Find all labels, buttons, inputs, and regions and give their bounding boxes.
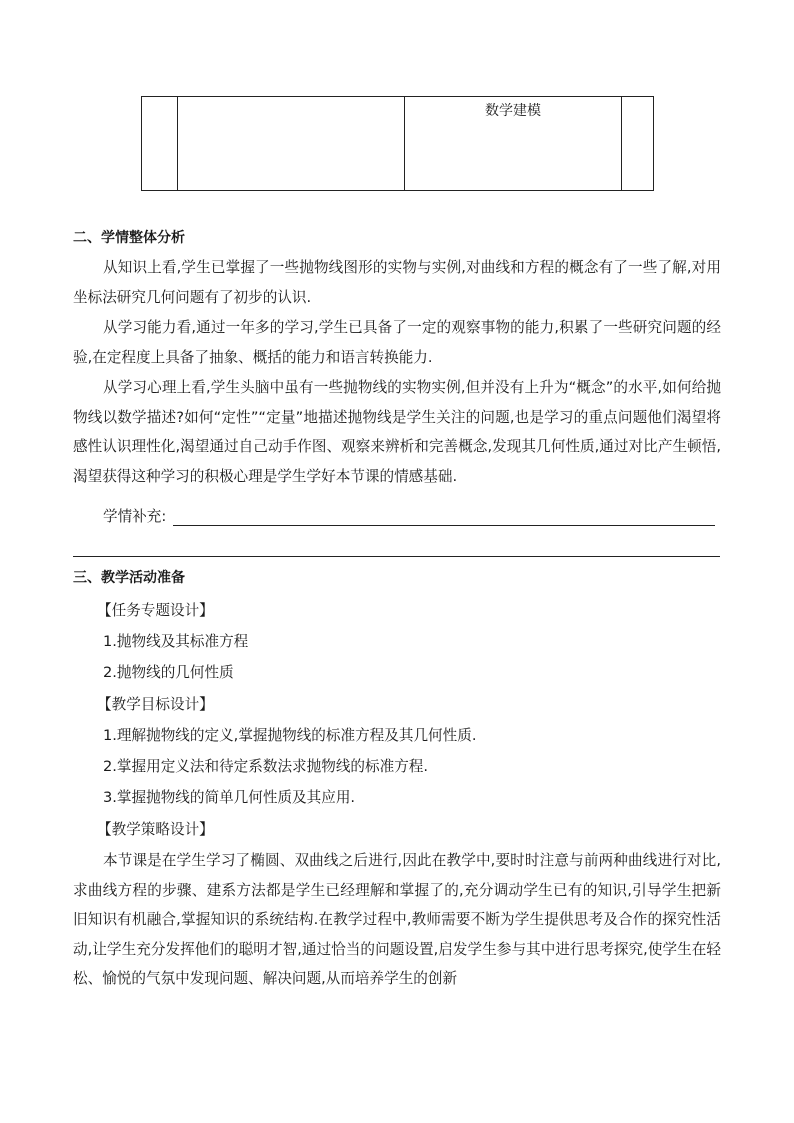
section-heading-preparation: 三、教学活动准备 xyxy=(73,570,185,586)
supplement-label: 学情补充: xyxy=(103,508,167,525)
goal-item: 1.理解抛物线的定义,掌握抛物线的标准方程及其几何性质. xyxy=(103,727,477,744)
task-item: 1.抛物线及其标准方程 xyxy=(103,633,249,650)
lesson-table xyxy=(141,96,654,191)
table-cell xyxy=(142,97,178,191)
supplement-blank-line xyxy=(173,525,715,526)
strategy-design-title: 【教学策略设计】 xyxy=(97,821,214,838)
supplement-blank-line xyxy=(73,556,720,557)
goal-item: 3.掌握抛物线的简单几何性质及其应用. xyxy=(103,789,356,806)
paragraph-knowledge: 从知识上看,学生已掌握了一些抛物线图形的实物与实例,对曲线和方程的概念有了一些了解,对用坐标法研究几何问题有了初步的认识. xyxy=(73,259,721,306)
task-design-title: 【任务专题设计】 xyxy=(97,602,214,619)
paragraph-psychology: 从学习心理上看,学生头脑中虽有一些抛物线的实物实例,但并没有上升为“概念”的水平,如何给抛物线以数学描述?如何“定性”“定量”地描述抛物线是学生关注的问题,也是学习的重点问题他们渴望将感性认识理性化,渴望通过自己动手作图、观察来辨析和完善概念,发现其几何性质,通过对比产生顿悟,渴望获得这种学习的积极心理是学生学好本节课的情感基础. xyxy=(73,379,721,485)
task-item: 2.抛物线的几何性质 xyxy=(103,664,234,681)
paragraph-ability: 从学习能力看,通过一年多的学习,学生已具备了一定的观察事物的能力,积累了一些研究问题的经验,在定程度上具备了抽象、概括的能力和语言转换能力. xyxy=(73,319,721,366)
table-cell xyxy=(178,97,405,191)
table-cell-math-modeling: 数学建模 xyxy=(405,97,622,191)
goal-design-title: 【教学目标设计】 xyxy=(97,696,214,713)
section-heading-analysis: 二、学情整体分析 xyxy=(73,230,185,246)
table-cell xyxy=(622,97,654,191)
goal-item: 2.掌握用定义法和待定系数法求抛物线的标准方程. xyxy=(103,758,429,775)
strategy-paragraph: 本节课是在学生学习了椭圆、双曲线之后进行,因此在教学中,要时时注意与前两种曲线进行对比,求曲线方程的步骤、建系方法都是学生已经理解和掌握了的,充分调动学生已有的知识,引导学生把新旧知识有机融合,掌握知识的系统结构.在教学过程中,教师需要不断为学生提供思考及合作的探究性活动,让学生充分发挥他们的聪明才智,通过恰当的问题设置,启发学生参与其中进行思考探究,使学生在轻松、愉悦的气氛中发现问题、解决问题,从而培养学生的创新 xyxy=(73,852,721,988)
